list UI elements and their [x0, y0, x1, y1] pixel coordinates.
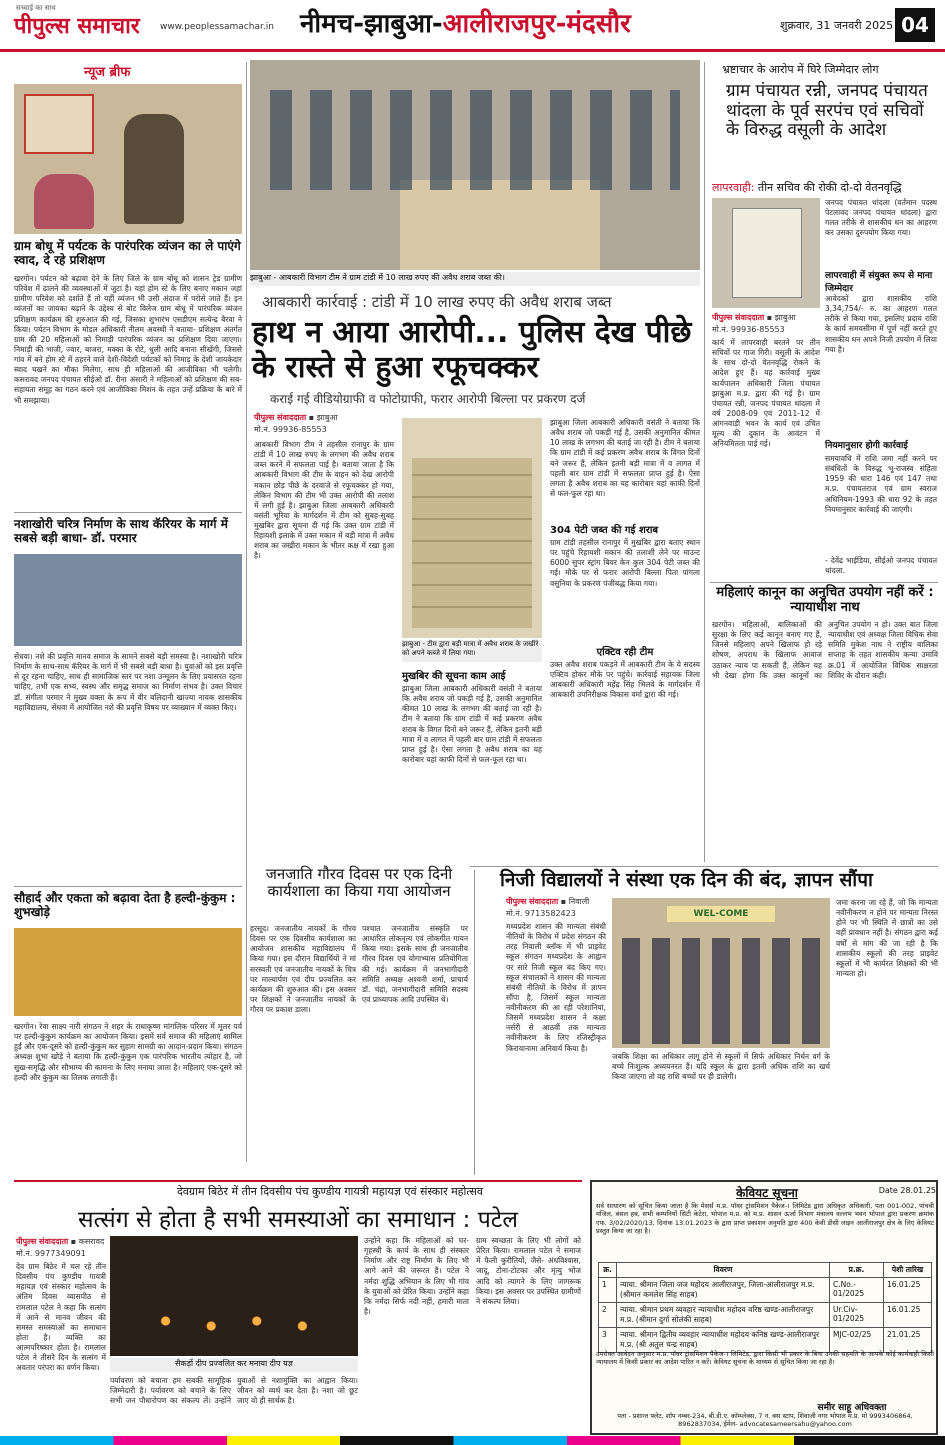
- col-desc: विवरण: [617, 1263, 830, 1278]
- story2-photo: [14, 554, 242, 646]
- column-rule: [704, 62, 705, 862]
- caveat-intro: सर्व साधारण को सूचित किया जाता है कि मेसर्स म.प्र. पॉवर ट्रांसमिशन पैकेज-। लिमिटेड द्वारा अधिकृत अधिकारी, पता 001-002, पांचवी मंजिल, बंसल हब, सभी कम्पनियों सिटी केटेरा, भोपाल म.प्र. को म.प्र. शासन ऊर्जा विभाग मंत्रालय वल्लभ भवन भोपाल द्वारा प्रकरण क्रमांक एफ. 3/02/2020/13, दिनांक 13.01.2023 के द्वारा प्राप्त प्रकाशन अनुमति द्वारा 400 केवी डीसी लाइन आलीराजपुर क्षेत्र के लिए केवियट प्रस्तुत किया जा रहा है।: [596, 1202, 934, 1236]
- site-url[interactable]: www.peoplessamachar.in: [160, 22, 274, 32]
- lead-photo2: [402, 418, 542, 638]
- lead-byline: पीपुल्स संवाददाता ▪ झाबुआ: [254, 413, 338, 422]
- lapahi-text: तीन सचिव की रोकी दो-दो वेतनवृद्धि: [757, 181, 902, 194]
- document-graphic: [732, 208, 802, 298]
- caveat-table-wrap: [598, 1262, 932, 1349]
- cell-desc: न्याया. श्रीमान प्रथम व्यवहार न्यायाधीश महोदय वरिष्ठ खण्ड-आलीराजपुर म.प्र. (श्रीमान दुर्गा सोलंकी साहब): [617, 1303, 830, 1328]
- byline-place: झाबुआ: [316, 413, 338, 422]
- panchayat-kicker[interactable]: भ्रष्टाचार के आरोप में घिरे जिम्मेदार लोग: [722, 63, 879, 76]
- byline-org: पीपुल्स संवाददाता: [16, 1237, 69, 1246]
- officers-row: [270, 90, 680, 190]
- school-body1: मध्यप्रदेश शासन की मान्यता संबंधी नीतियों के विरोध में प्रदेश संगठन की तरह निवाली ब्लॉक में भी प्राइवेट स्कूल संगठन मध्यप्रदेश के आह्वान पर सारे निजी स्कूल बंद किए गए। स्कूल संचालकों ने शासन की मान्यता संबंधी नीतियों के विरोध में ज्ञापन सौंपा है, जिसमें स्कूल मान्यता नवीनीकरण की आ रही परेशानियां, जिसमें मध्यप्रदेश शासन ने कक्षा नर्सरी से आठवीं तक मान्यता नवीनीकरण के लिए रजिस्ट्रीकृत किरायानामा अनिवार्य किया है।: [506, 922, 606, 1053]
- lamps-glow: [120, 1296, 348, 1346]
- col-no: क्र.: [599, 1263, 617, 1278]
- divider: [470, 866, 938, 867]
- table-row: [599, 1328, 932, 1353]
- byline-place: निवाली: [568, 897, 590, 906]
- caveat-advocate: समीर साहू अधिवक्ता: [817, 1403, 887, 1413]
- lead-body-col1: आबकारी विभाग टीम ने तहसील रानापुर के ग्राम टांडी में 10 लाख रुपए के लगभग की अवैध शराब जब्त करने में सफलता पाई है। बताया जाता है कि आबकारी विभाग की टीम के वाहन को देख आरोपी मकान छोड़ पीछे के दरवाजे से रफूचक्कर हो गया, लेकिन विभाग की टीम भी उक्त आरोपी की तलाश में लगी हुई है। झाबुआ जिला आबकारी अधिकारी वसंती भूरिया के मार्गदर्शन में टीम को सुबह-सुबह मुखबिर द्वारा सूचना दी गई कि उक्त ग्राम टांडी में रिहायशी इलाके में उक्त मकान में बड़ी मात्रा में अवैध शराब का जखीरा मकान के भीतर कक्ष में रखा हुआ है।: [254, 440, 394, 561]
- satsang-photo: [110, 1236, 358, 1356]
- byline-place: झाबुआ: [774, 313, 796, 322]
- cell-desc: न्याया. श्रीमान द्वितीय व्यवहार न्यायाधीश महोदय कनिष्ठ खण्ड-आलीराजपुर म.प्र. (श्री अतुल चन्द्र साहब): [617, 1328, 830, 1353]
- news-brief-label: न्यूज ब्रीफ: [84, 65, 131, 80]
- sub-active-team: एक्टिव रही टीम: [596, 647, 654, 658]
- school-headline[interactable]: निजी विद्यालयों ने संस्था एक दिन की बंद, ज्ञापन सौंपा: [500, 869, 873, 891]
- satsang-byline: पीपुल्स संवाददाता ▪ कसरावद: [16, 1237, 105, 1246]
- registration-marks: [0, 1436, 945, 1445]
- women-law-headline[interactable]: महिलाएं कानून का अनुचित उपयोग नहीं करें : न्यायाधीश नाथ: [716, 585, 934, 615]
- satsang-body2: पर्यावरण को बचाना हम सबकी सामूहिक जिम्मेदारी है। पर्यावरण को बचाने के लिए सभी जन पौधारोपण का संकल्प लें। उन्होंने युवाओं से नशामुक्ति का आह्वान किया। जीवन को व्यर्थ कर देता है। नशा जो छूट जाए वो ही सार्थक है।: [110, 1376, 358, 1406]
- story3-photo: [14, 928, 242, 1016]
- col-date: पेशी तारिख: [884, 1263, 932, 1278]
- newspaper-logo[interactable]: पीपुल्स समाचार: [14, 14, 140, 39]
- people-figures: [622, 938, 822, 1044]
- edition-title-b: आलीराजपुर-मंदसौर: [442, 9, 631, 39]
- lead-phone: मो.नं. 99936-85553: [254, 425, 327, 434]
- banner-decor: [24, 94, 94, 154]
- byline-org: पीपुल्स संवाददाता: [712, 313, 765, 322]
- cell-case: Ur.Civ- 01/2025: [830, 1303, 884, 1328]
- caveat-table: [598, 1262, 932, 1353]
- school-body3: जमा करना जा रहे हैं, जो कि मान्यता नवीनीकरण न होने पर मान्यता निरस्त होने पर भी स्थिति में छात्रों का उसे वहीं प्रावधान नहीं है। संगठन द्वारा कई वर्षों से मांग की जा रही है कि शासकीय स्कूलों की तरह प्राइवेट स्कूलों में भी कार्यरत शिक्षकों की भी मान्यता हो।: [836, 898, 938, 978]
- divider: [14, 1180, 582, 1182]
- lead-subhead: कराई गई वीडियोग्राफी व फोटोग्राफी, फरार आरोपी बिल्ला पर प्रकरण दर्ज: [270, 392, 586, 406]
- lead-photo-caption: झाबुआ - आबकारी विभाग टीम ने ग्राम टांडी में 10 लाख रुपए की अवैध शराब जब्त की।: [250, 272, 700, 286]
- byline-org: पीपुल्स संवाददाता: [506, 897, 559, 906]
- lead-body-col3b: ग्राम टांडी तहसील रानापुर में मुखबिर द्वारा बताए स्थान पर पहुंचे रिहायशी मकान की तलाशी लेने पर माउन्ट 6000 सुपर स्ट्रांग बियर केन कुल 304 पेटी जब्त की गई। मौके पर से फरार आरोपी बिल्ला पिता पांगला वसुनिया के प्रकरण पंजीबद्ध किया गया।: [550, 538, 700, 588]
- story2-headline[interactable]: नशाखोरी चरित्र निर्माण के साथ कॅरियर के मार्ग में सबसे बड़ी बाधा- डॉ. परमार: [14, 517, 228, 545]
- cell-desc: न्याया. श्रीमान जिला जज महोदय आलीराजपुर, जिला-आलीराजपुर म.प्र. (श्रीमान कमलेश सिंह साहब): [617, 1278, 830, 1303]
- table-row: [599, 1303, 932, 1328]
- satsang-body3: उन्होंने कहा कि महिलाओं को घर-गृहस्थी के कार्य के साथ ही संस्कार निर्माण और राष्ट्र निर्माण के लिए भी आगे आने की जरूरत है। पटेल ने नर्मदा शुद्धि अभियान के लिए भी गांव के युवाओं को प्रेरित किया। उन्होंने कहा कि नर्मदा सिर्फ नदी नहीं, हमारी माता है।: [364, 1236, 469, 1316]
- satsang-body4: ग्राम स्वच्छता के लिए भी लोगों को प्रेरित किया। रामलाल पटेल ने समाज में फैली कुरीतियों, जैसे- अंधविश्वास, जादू, टोना-टोटका और मृत्यु भोज आदि को त्यागने के लिए जागरूक किया। इस अवसर पर उपस्थित ग्रामीणों ने संकल्प लिया।: [476, 1236, 581, 1306]
- cell-date: 16.01.25: [884, 1278, 932, 1303]
- caveat-notice: [590, 1180, 938, 1435]
- cell-date: 16.01.25: [884, 1303, 932, 1328]
- column-rule: [246, 62, 247, 1162]
- table-row: [599, 1278, 932, 1303]
- page-number: 04: [895, 8, 935, 42]
- satsang-body1: देव ग्राम बिठेर में चल रहे तीन दिवसीय पंच कुण्डीय गायत्री महायज्ञ एवं संस्कार महोत्सव के अंतिम दिवस व्यासपीठ से रामलाल पटेल ने कहा कि सत्संग में आने से मानव जीवन की समस्त समस्याओं का समाधान होता है। व्यक्ति का आत्मपरिष्कार होता है। रामलाल पटेल ने तीसरे दिन के सत्संग में अवतार परंपरा का वर्णन किया।: [16, 1262, 106, 1373]
- sub-joint: लापरवाही में संयुक्त रूप से माना जिम्मेदार: [825, 271, 933, 294]
- divider: [14, 512, 242, 513]
- panchayat-body3: आवेदकों द्वारा शासकीय राशि 3,34,754/- रु. का आहरण गलत तरीके से किया गया, इसलिए प्रदाय राशि के कार्य समयसीमा में पूर्ण नहीं करते हुए शासकीय धन अपने निजी उपयोग में लिया गया है।: [825, 294, 937, 354]
- caveat-title: केवियट सूचना: [736, 1186, 798, 1200]
- boxes-stack: [400, 180, 600, 270]
- panchayat-phone: मो.नं. 99936-85553: [712, 325, 785, 334]
- lead-photo2-caption: झाबुआ - टीम द्वारा बड़ी मात्रा में अवैध शराब के जखीरे को अपने कब्जे में लिया गया।: [402, 640, 542, 662]
- satsang-kicker[interactable]: देवग्राम बिठेर में तीन दिवसीय पंच कुण्डीय गायत्री महायज्ञ एवं संस्कार महोत्सव: [176, 1185, 484, 1198]
- lapahi-line: [712, 180, 937, 195]
- sub-informer: मुखबिर की सूचना काम आई: [402, 671, 506, 682]
- story2-body: सेंधवा। नशे की प्रवृत्ति मानव समाज के सामने सबसे बड़ी समस्या है। नशाखोरी चरित्र निर्माण के साथ-साथ कॅरियर के मार्ग में भी सबसे बड़ी बाधा है। युवाओं को इस प्रवृत्ति से दूर रहना चाहिए, साथ ही सामाजिक स्तर पर नशा उन्मूलन के लिए प्रयासरत रहना चाहिए, तभी एक सभ्य, स्वस्थ और समृद्ध समाज का निर्माण संभव है। उक्त विचार डॉ. संगीता परमार ने मुख्य वक्ता के रूप में वीर बलिदानी खाज्या नायक शासकीय महाविद्यालय, सेंधवा में आयोजित नशे की प्रवृत्ति विषय पर व्याख्यान में व्यक्त किए।: [14, 652, 242, 712]
- panchayat-body2: जनपद पंचायत थांदला (वर्तमान पदस्थ पेटलावद जनपद पंचायत थांदला) द्वारा गलत तरीके से शासकीय धन का आहरण कर उसका दुरुपयोग किया गया।: [825, 198, 937, 238]
- lead-body-col3c: उक्त अवैध शराब पकड़ने में आबकारी टीम के ये सदस्य एक्टिव होकर मौके पर पहुंचे। कार्रवाई सहायक जिला आबकारी अधिकारी महेंद्र सिंह भिलवे के मार्गदर्शन में आबकारी उपनिरीक्षक विकास वर्मा द्वारा की गई।: [550, 660, 700, 700]
- panchayat-byline-org: पीपुल्स संवाददाता ▪ झाबुआ: [712, 313, 796, 322]
- lapahi-label: लापरवाही:: [712, 181, 755, 194]
- janjati-body2: पश्चात जनजातीय संस्कृति पर आधारित लोकनृत्य एवं लोकगीत गायन किया गया। इसके साथ ही जनजातीय गौरव दिवस एवं योगाभ्यास प्रतियोगिता की गई। कार्यक्रम में जनभागीदारी समिति अध्यक्ष अश्वनी शर्मा, प्राचार्य डॉ. चंद्रा, जनभागीदारी समिति सदस्य एवं प्राध्यापक आदि उपस्थित थे।: [362, 924, 468, 1004]
- sub-304: 304 पेटी जब्त की गई शराब: [550, 525, 659, 536]
- col-case: प्र.क्र.: [830, 1263, 884, 1278]
- divider: [710, 582, 938, 583]
- story3-headline[interactable]: सौहार्द और एकता को बढ़ावा देता है हल्दी-कुंकुम : शुभखोड़े: [14, 891, 236, 919]
- story1-body: खरगोन। पर्यटन को बढ़ावा देने के लिए जिले के ग्राम बोधू को शासन ट्रेड ग्रामीण परिवेश में ढालने की व्यवस्थाओं में जुटा है। यहां होम स्टे के लिए बनाए मकान जहां ग्रामीण परिवेश को दर्शाते हैं तो यहीं व्यंजन भी उसी अंदाज में परोसे जाते हैं। इन व्यंजनों का जायका बढ़ाने के उद्देश्य से बोट विलेज ग्राम बोधू में पारंपरिक व्यंजन प्रशिक्षण कार्यक्रम की शुरुआत की गई, जिसका शुभारंभ एसडीएम सत्येन्द्र बैरवा ने किया। पर्यटन विभाग के मोडल अधिकारी नीलम अवस्थी ने बताया- प्रशिक्षण अंतर्गत ग्राम की 20 महिलाओं को निमाड़ी पारंपरिक व्यंजन का प्रशिक्षण दिया जाएगा। निमाड़ी की भाजी, ज्वार, बाजरा, मक्का के रोटे, धुली आदि बनाना सीखेंगी, जिससे गांव में बने होम स्टे में ठहरने वाले देशी-विदेशी पर्यटकों को निमाड़ के देशी जायकेदार स्वाद चखने का मौका मिलेगा, साथ ही महिलाओं की आजीविका भी चलेगी। कसरावद जनपद पंचायत सीईओ डॉ. रीना अंसारी ने महिलाओं को प्रशिक्षण की सब-सहायता समूह का गठन करने एवं आजीविका मिशन के तहत उन्हें प्रक्रिया के बारे में भी समझाया।: [14, 274, 242, 405]
- edition-title-a: नीमच-झाबुआ-: [300, 9, 443, 39]
- sub-rules: नियमानुसार होगी कार्रवाई: [825, 441, 908, 451]
- presenter-figure: [124, 114, 184, 224]
- satsang-photo-caption: सैकड़ों दीप प्रज्वलित कर मनाया दीप यज्ञ: [110, 1358, 358, 1372]
- column-rule: [474, 870, 475, 1175]
- school-phone: मो.नं. 9713582423: [506, 909, 576, 918]
- school-photo: [612, 898, 830, 1048]
- school-byline: पीपुल्स संवाददाता ▪ निवाली: [506, 897, 590, 906]
- caveat-address: पता - प्रशान्त फ्लेट, शॉप नम्बर-234, बी.डी.ए. कॉम्प्लेक्स, 7 न. बस स्टाप, शिवाजी नगर भोपाल म.प्र. मो 9993406864, 8962837034, ईमेल- advocatesameersahu@yahoo.com: [617, 1412, 913, 1429]
- panchayat-body1: कार्य में लापरवाही बरतने पर तीन सचिवों पर गाज गिरी। वसूली के आदेश के साथ दो-दो वेतनवृद्धि रोकने के आदेश हुए हैं। यह कार्रवाई मुख्य कार्यपालन अधिकारी जिला पंचायत झाबुआ म.प्र. द्वारा की गई है। ग्राम पंचायत रन्नी, जनपद पंचायत थांदला में वर्ष 2008-09 एवं 2011-12 में आंगनवाड़ी भवन के कार्य एवं उचित मूल्य की दुकान के आवंटन में अनियमितता पाई गई।: [712, 338, 820, 449]
- cell-no: 3: [599, 1328, 617, 1353]
- audience-figure: [34, 174, 94, 229]
- caveat-date: Date 28.01.25: [878, 1186, 936, 1195]
- story1-headline[interactable]: ग्राम बोधू में पर्यटक के पारंपरिक व्यंजन का ले पाएंगे स्वाद, दे रहे प्रशिक्षण: [14, 239, 241, 267]
- story1-photo: [14, 84, 242, 234]
- cell-date: 21.01.25: [884, 1328, 932, 1353]
- cell-no: 1: [599, 1278, 617, 1303]
- caveat-outro: उपरोक्त आवेदन अनुसार म.प्र. पॉवर ट्रांसमिशन पैकेज-। लिमिटेड, द्वारा किसी भी प्रकार के बिना उनकी सहमति के आपके कोई कार्यवाही किसी न्यायालय में किसी प्रकार का आदेश पारित न करें। केवियट सूचना के माध्यम से सूचित किया जा रहा है।: [596, 1350, 934, 1367]
- lead-body-col3: झाबुआ जिला आबकारी अधिकारी वसंती ने बताया कि अवैध शराब जो पकड़ी गई है, उसकी अनुमानित कीमत 10 लाख के लगभग की बताई जा रही है। टीम ने बताया कि ग्राम टांडी में कई प्रकरण अवैध शराब के विगत दिनों बने जरूर हैं, लेकिन इतनी बड़ी मात्रा में व लागत में पहली बार ग्राम टांडी में सफलता प्राप्त हुई है। ऐसा लगता है अवैध शराब का यह कारोबार यहां काफी दिनों से फल-फूल रहा था।: [550, 418, 700, 498]
- school-body2: जबकि शिक्षा का अधिकार लागू होने से स्कूलों में सिर्फ अधिकार निर्धन वर्ग के बच्चे निःशुल्क अध्ययनरत हैं। यदि स्कूल के द्वारा इतनी अधिक राशि का खर्च किया जाएगा तो वह राशि बच्चों पर ही डालेगी।: [612, 1052, 830, 1082]
- crate-stack: [412, 458, 532, 628]
- cell-case: MJC-02/25: [830, 1328, 884, 1353]
- byline-place: कसरावद: [78, 1237, 105, 1246]
- panchayat-photo: [712, 198, 820, 308]
- panchayat-headline[interactable]: ग्राम पंचायत रन्नी, जनपद पंचायत थांदला के पूर्व सरपंच एवं सचिवों के विरुद्ध वसूली के आदेश: [726, 81, 928, 141]
- satsang-headline[interactable]: सत्संग से होता है सभी समस्याओं का समाधान : पटेल: [78, 1207, 518, 1233]
- edition-title: [300, 4, 631, 40]
- divider: [14, 886, 242, 887]
- welcome-banner: WEL-COME: [667, 906, 775, 922]
- logo-tagline: सच्चाई का साथ: [16, 4, 56, 12]
- news-brief-column: [14, 62, 242, 1162]
- byline-org: पीपुल्स संवाददाता: [254, 413, 307, 422]
- janjati-body1: हरसूद। जनजातीय नायकों के गौरव दिवस पर एक दिवसीय कार्यशाला का आयोजन शासकीय महाविद्यालय में किया गया। इस दौरान विद्यार्थियों ने मां सरस्वती एवं जनजातीय नायकों के चित्र पर माल्यार्पण एवं दीप प्रज्वलित कर कार्यक्रम की शुरुआत की। इस अवसर पर शिक्षकों ने जनजातीय नायकों के गौरव पर प्रकाश डाला।: [250, 924, 356, 1014]
- masthead: [0, 0, 945, 52]
- lead-kicker[interactable]: आबकारी कार्रवाई : टांडी में 10 लाख रुपए की अवैध शराब जब्त: [262, 293, 612, 311]
- issue-date: शुक्रवार, 31 जनवरी 2025: [780, 19, 894, 32]
- lead-headline[interactable]: हाथ न आया आरोपी... पुलिस देख पीछे के रास्ते से हुआ रफूचक्कर: [252, 315, 692, 385]
- panchayat-sign: - देवेंद्र भाईडिया, सीईओ जनपद पंचायत थांदला.: [825, 556, 937, 576]
- lead-body-col2b: झाबुआ जिला आबकारी अधिकारी वसंती ने बताया कि अवैध शराब जो पकड़ी गई है, उसकी अनुमानित कीमत 10 लाख के लगभग की बताई जा रही है। टीम ने बताया कि ग्राम टांडी में कई प्रकरण अवैध शराब के विगत दिनों बने जरूर हैं, लेकिन इतनी बड़ी मात्रा में व लागत में पहली बार ग्राम टांडी में सफलता प्राप्त हुई है। ऐसा लगता है अवैध शराब का यह कारोबार यहां काफी दिनों से फल-फूल रहा था।: [402, 684, 542, 764]
- janjati-headline[interactable]: जनजाति गौरव दिवस पर एक दिनी कार्यशाला का किया गया आयोजन: [265, 865, 453, 901]
- satsang-phone: मो.नं. 9977349091: [16, 1249, 86, 1258]
- cell-no: 2: [599, 1303, 617, 1328]
- women-law-body: खरगोन। महिलाओं, बालिकाओं की सुरक्षा के लिए कई कानून बनाए गए हैं, जिनसे महिलाएं अपने खिलाफ हो रहे शोषण, अपराध के खिलाफ आवाज उठाकर न्याय पा सकती हैं, लेकिन यह भी देखा होगा कि उक्त कानूनों का अनुचित उपयोग न हो। उक्त बात जिला न्यायाधीश एवं अध्यक्ष जिला विधिक सेवा समिति मुकेश नाथ ने राष्ट्रीय बालिका सप्ताह के तहत शासकीय कन्या उमावि क्र.01 में आयोजित विधिक साक्षरता शिविर के दौरान कही।: [712, 620, 938, 680]
- story3-body: खरगोन। रेवा साक्ष्य नारी संगठन ने शहर के राधाकृष्ण मांगलिक परिसर में मूलर पर्व पर हल्दी-कुंकुम कार्यक्रम का आयोजन किया। इसमें सर्व समाज की महिलाएं शामिल हुईं और एक-दूसरे को हल्दी-कुंकुम कर सुहाग सामग्री का आदान-प्रदान किया। संगठन अध्यक्ष शुभा खोड़े ने बताया कि हल्दी-कुंकुम एक पारंपरिक भारतीय त्योहार है, जो सुख-समृद्धि और सौभाग्य की कामना के लिए मनाया जाता है। महिलाएं एक-दूसरे को हल्दी और कुंकुम का तिलक लगाती हैं।: [14, 1022, 242, 1082]
- cell-case: C.No.- 01/2025: [830, 1278, 884, 1303]
- lead-photo: [250, 60, 700, 270]
- panchayat-body4: समयावधि में राशि जमा नहीं करने पर संबंधितों के विरुद्ध भू-राजस्व संहिता 1959 की धारा 146 एवं 147 तथा म.प्र. पंचायतराज एवं ग्राम स्वराज अधिनियम-1993 की धारा 92 के तहत नियमानुसार कार्रवाई की जाएगी।: [825, 454, 937, 514]
